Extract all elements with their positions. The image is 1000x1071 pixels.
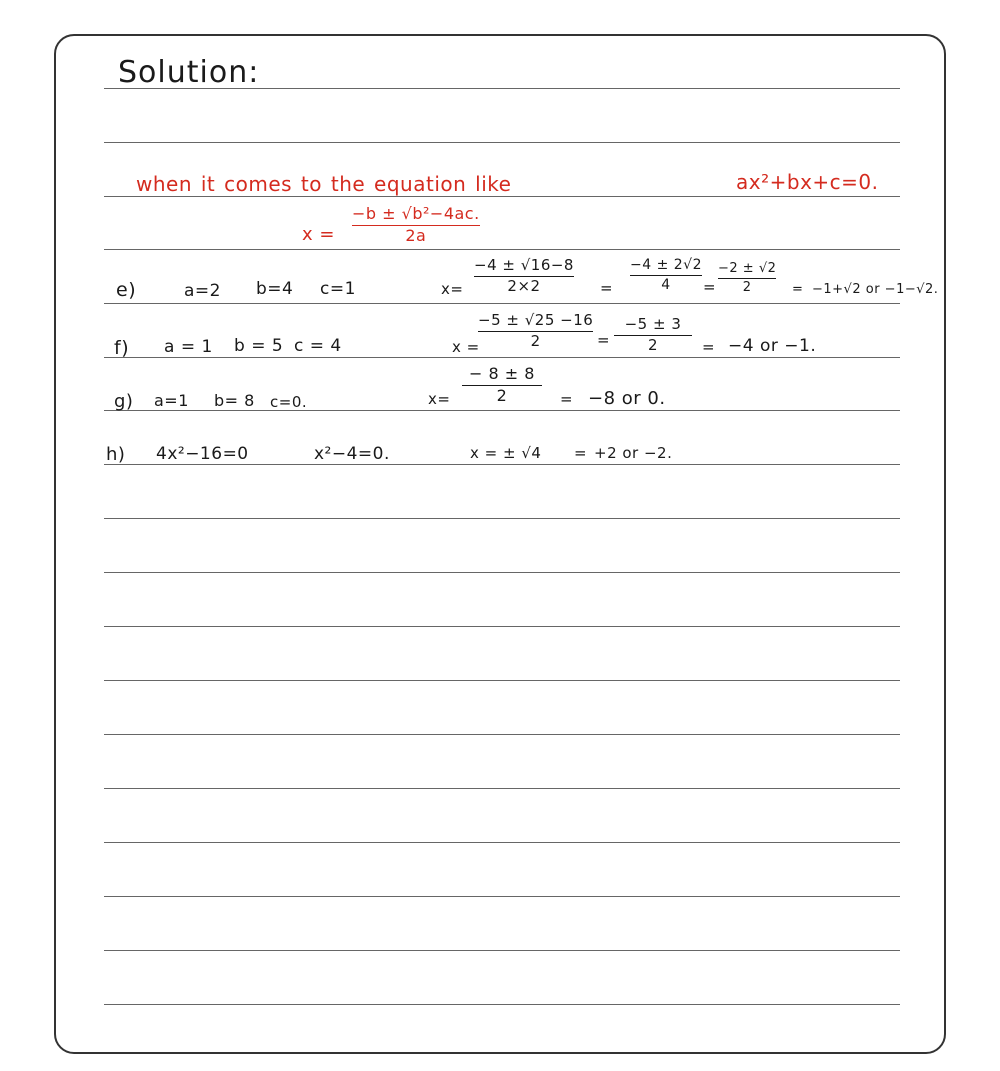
given-c: c=1 xyxy=(320,279,356,299)
x-equals: x = ± √4 xyxy=(470,444,542,462)
row-label-h: h) xyxy=(106,444,126,465)
row-result: −4 or −1. xyxy=(728,336,817,356)
row-result: −1+√2 or −1−√2. xyxy=(812,282,939,297)
quadratic-formula xyxy=(352,206,480,244)
fraction-step-1 xyxy=(478,313,593,349)
page-title: Solution: xyxy=(118,55,260,90)
fraction-bar xyxy=(630,275,702,276)
fraction-numerator: −4 ± √16−8 xyxy=(474,256,574,274)
rule-line xyxy=(104,1004,900,1005)
rule-line xyxy=(104,518,900,519)
fraction-numerator: −4 ± 2√2 xyxy=(630,257,703,273)
equals-sign: = xyxy=(574,444,588,462)
fraction-denominator: 2×2 xyxy=(507,277,541,295)
rule-line xyxy=(104,357,900,358)
x-equals: x = xyxy=(452,338,480,356)
fraction-denominator: 4 xyxy=(661,277,671,293)
row-label-f: f) xyxy=(114,337,130,359)
rule-line xyxy=(104,572,900,573)
equals-sign: = xyxy=(702,338,716,356)
given-c: c=0. xyxy=(270,393,308,411)
x-equals: x= xyxy=(428,390,451,408)
fraction-step-1 xyxy=(474,258,574,294)
rule-line xyxy=(104,680,900,681)
row-result: +2 or −2. xyxy=(594,444,673,462)
fraction-numerator: − 8 ± 8 xyxy=(469,364,535,383)
equals-sign: = xyxy=(597,331,611,349)
rule-line xyxy=(104,734,900,735)
row-label-e: e) xyxy=(116,279,137,301)
fraction-denominator: 2 xyxy=(742,280,752,295)
given-equation-1: 4x²−16=0 xyxy=(156,444,249,464)
fraction-numerator: −5 ± √25 −16 xyxy=(478,311,594,329)
given-c: c = 4 xyxy=(294,336,342,356)
fraction-step-2 xyxy=(614,317,692,353)
given-b: b=4 xyxy=(256,279,294,299)
equals-sign: = xyxy=(703,278,717,296)
rule-line xyxy=(104,196,900,197)
rule-line xyxy=(104,303,900,304)
intro-equation: ax²+bx+c=0. xyxy=(736,170,879,194)
fraction-step-2 xyxy=(630,258,702,292)
equals-sign: = xyxy=(792,282,804,297)
fraction-step-3 xyxy=(718,262,776,294)
intro-text: when it comes to the equation like xyxy=(136,172,512,196)
rule-line xyxy=(104,896,900,897)
formula-lhs: x = xyxy=(302,224,335,245)
given-equation-2: x²−4=0. xyxy=(314,444,390,464)
rule-line xyxy=(104,788,900,789)
row-label-g: g) xyxy=(114,391,134,412)
formula-denominator: 2a xyxy=(405,226,427,245)
rule-line xyxy=(104,950,900,951)
given-b: b = 5 xyxy=(234,336,284,356)
rule-line xyxy=(104,464,900,465)
fraction-denominator: 2 xyxy=(530,332,541,350)
x-equals: x= xyxy=(441,280,464,298)
row-result: −8 or 0. xyxy=(588,388,666,409)
rule-line xyxy=(104,626,900,627)
fraction-step-1 xyxy=(462,366,542,404)
given-a: a=2 xyxy=(184,281,221,301)
given-a: a = 1 xyxy=(164,337,213,357)
fraction-bar xyxy=(718,278,776,279)
rule-line xyxy=(104,842,900,843)
equals-sign: = xyxy=(600,279,614,297)
equals-sign: = xyxy=(560,390,574,408)
fraction-numerator: −5 ± 3 xyxy=(624,315,682,333)
fraction-denominator: 2 xyxy=(647,336,659,354)
rule-line xyxy=(104,142,900,143)
rule-line xyxy=(104,249,900,250)
given-a: a=1 xyxy=(154,391,189,410)
fraction-denominator: 2 xyxy=(496,386,508,405)
rule-line xyxy=(104,410,900,411)
formula-numerator: −b ± √b²−4ac. xyxy=(352,204,480,223)
given-b: b= 8 xyxy=(214,391,255,410)
fraction-numerator: −2 ± √2 xyxy=(718,261,777,276)
